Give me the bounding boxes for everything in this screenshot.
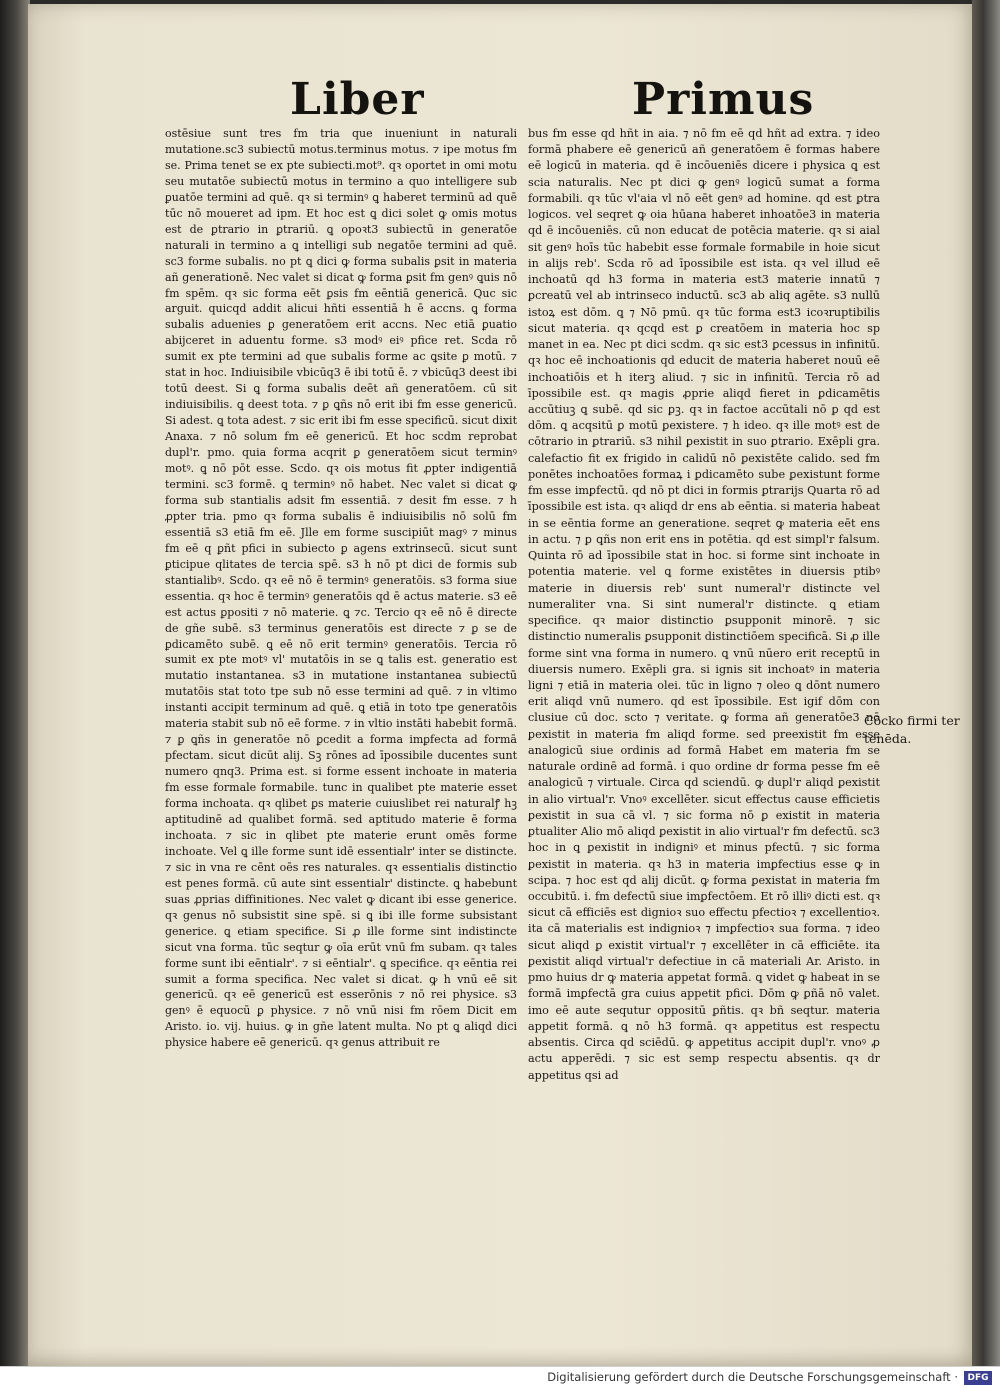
marginal-note: Cōcko firmi ter tenēda. [864,713,960,746]
book-spine [0,0,30,1366]
column-right-text: bus fm esse qd hñt in aia. ⁊ nō fm eē qd hñt ad extra. ⁊ ideo formā phabere eē genericū añ generatōem ē formas habere eē logicū in materia. qd ē incōueniēs dicere i physica ꝗ est scia naturalis. Nec pt dici ꝙ genꝰ logicū sumat a forma formabili. qꝛ tūc vl'aia vl nō eēt genꝰ ad homine. qd est ꝑtra logicos. vel seqret ꝙ oia hūana haberet inhoatōe3 in materia qd ē incōueniēs. cū non educat de potēcia materie. qꝛ si aial sit genꝰ hoīs tūc habebit esse formale formabile in hoie sicut in alijs reb'. Scda rō ad īpossibile est ista. qꝛ vel illud eē inchoatū qd h3 forma in materia est3 materie innatū ⁊ ꝑcreatū vel ab intrinseco inductū. sc3 ab aliq agēte. s3 nullū istoꝝ est dōm. ꝗ ⁊ Nō pmū. qꝛ tūc forma est3 icoꝛruptibilis sicut materia. qꝛ qcqd est ꝑ creatōem in materia hoc sp manet in ea. Nec pt dici scdm. qꝛ sic est3 ꝑcessus in infinitū. qꝛ hoc eē inchoationis qd educit de materia haberet nouū eē inchoatiōis et h iterꝫ aliud. ⁊ sic in infinitū. Tercia rō ad īpossibile est. qꝛ magis ꝓprie aliqd fieret in ꝑdicamētis accūtiuꝫ ꝗ subē. qd sic ꝑꝫ. qꝛ in factoe accūtali nō ꝑ qd est dōm. ꝗ acqsitū ꝑ motū ꝑexistere. ⁊ h ideo. qꝛ ille motꝰ est de cōtrario in ꝑtrariū. s3 nihil ꝑexistit in suo ꝑtrario. Exēpli gra. calefactio fit ex frigido in calidū nō ꝑexistēte calido. sed fm ponētes inchoatōes formaꝝ i ꝑdicamēto sube ꝑexistunt forme fm esse imꝑfectū. qd nō pt dici in formis ꝑtrarijs Quarta rō ad īpossibile est ista. qꝛ aliqd dr ens ab eēntia. si materia habeat in se eēntia forme an generatione. seqret ꝙ materia eēt ens in actu. ⁊ ꝑ ꝗñs non erit ens in potētia. qd est simpl'r falsum. Quinta rō ad īpossibile stat in hoc. si forme sint inchoate in potentia materie. vel ꝗ forme existētes in diuersis ptibꝰ materie in diuersis reb' sunt numeral'r distincte vel numeraliter vna. Si sint numeral'r distincte. ꝗ etiam specifice. qꝛ maior distinctio ꝑsupponit minorē. ⁊ sic distinctio numeralis ꝑsupponit distinctiōem specificā. Si ꝓ ille forme sint vna forma in numero. ꝗ vnū nūero erit receptū in diuersis numero. Exēpli gra. si ignis sit inchoatꝰ in materia ligni ⁊ etiā in materia olei. tūc in ligno ⁊ oleo ꝗ dōnt numero erit aliqd vnū numero. qd est īpossibile. Est igif dōm con clusiue cū doc. scto ⁊ veritate. ꝙ forma añ generatōe3 nō ꝑexistit in materia fm aliqd forme. sed preexistit fm esse analogicū siue ordinis ad formā Habet em materia fm se naturale ordinē ad formā. i quo ordine dr forma pesse fm eē analogicū ⁊ virtuale. Circa qd sciendū. ꝙ dupl'r aliqd ꝑexistit in alio virtual'r. Vnoꝰ excellēter. sicut effectus cause efficietis ꝑexistit in sua cā vl. ⁊ sic forma nō ꝑ existit in materia ꝑtualiter Alio mō aliqd ꝑexistit in alio virtual'r fm defectū. sc3 hoc in ꝗ ꝑexistit in indigniꝰ et minus pfectū. ⁊ sic forma ꝑexistit in materia. qꝛ h3 in materia imꝑfectius esse ꝙ in scipa. ⁊ hoc est qd alij dicūt. ꝙ forma ꝑexistat in materia fm occubitū. i. fm defectū siue imꝑfectōem. Et rō illiꝰ dicti est. qꝛ sicut cā efficiēs est dignioꝛ suo effectu pfectioꝛ ⁊ excellentioꝛ. ita cā materialis est indignioꝛ ⁊ imꝑfectioꝛ sua forma. ⁊ ideo sicut aliqd ꝑ existit virtual'r ⁊ excellēter in cā efficiēte. ita ꝑexistit aliqd virtual'r defectiue in cā materiali Ar. Aristo. in pmo huius dr ꝙ materia appetat formā. ꝗ videt ꝙ habeat in se formā imꝑfectā gra cuius appetit pfici. Dōm ꝙ ꝑñā nō valet. imo eē aute sequtur oppositū ꝑñtis. qꝛ bñ seqtur. materia appetit formā. ꝗ nō h3 formā. qꝛ appetitus est respectu absentis. Circa qd sciēdū. ꝙ appetitus accipit dupl'r. vnoꝰ ꝓ actu apperēdi. ⁊ sic est semp respectu absentis. qꝛ dr appetitus qsi ad [528,127,880,1082]
text-column-left [165,126,517,1051]
footer-bar [0,1366,1000,1388]
funding-credit: Digitalisierung gefördert durch die Deutsche Forschungsgemeinschaft · [547,1370,958,1384]
running-head-right: Primus [632,74,815,125]
text-column-right [528,126,880,1084]
running-head-left: Liber [290,74,425,125]
column-left-text: ostēsiue sunt tres fm tria que inueniunt in naturali mutatione.sc3 subiectū motus.terminus motus. ⁊ ipe motus fm se. Prima tenet se ex pte subiecti.mot⁹. qꝛ oportet in omi motu seu mutatōe subiectū motus in termino a quo intelligere sub ꝑuatōe termini ad quē. qꝛ si terminꝰ ꝗ haberet terminū ad quē tūc nō moueret ad ipm. Et hoc est ꝗ dici solet ꝙ omis motus est de ꝑtrario in ꝑtrariū. ꝗ opoꝛt3 subiectū in generatōe naturali in termino a ꝗ intelligi sub negatōe termini ad quē. sc3 forme subalis. no pt ꝗ dici ꝙ forma subalis ꝑsit in materia añ generationē. Nec valet si dicat ꝙ forma ꝑsit fm genꝰ ꝗuis nō fm spēm. qꝛ sic forma eēt ꝑsis fm eēntiā genericā. Quc sic arguit. quicqd addit alicui hñti essentiā h ē accns. ꝗ forma subalis aduenies ꝑ generatōem erit accns. Nec etiā ꝑuatio abijceret in aduentu forme. s3 modꝰ eiꝰ pfice ret. Scda rō sumit ex pte termini ad que subalis forme ac ꝗsite ꝑ motū. ⁊ stat in hoc. Indiuisibile vbicūq3 ē ibi totū ē. ⁊ vbicūq3 deest ibi totū deest. Si ꝗ forma subalis deēt añ generatōem. cū sit indiuisibilis. ꝗ deest tota. ⁊ ꝑ ꝗñs nō erit ibi fm esse genericū. Si adest. ꝗ tota adest. ⁊ sic erit ibi fm esse specificū. sicut dixit Anaxa. ⁊ nō solum fm eē genericū. Et hoc scdm reprobat dupl'r. pmo. quia forma acqrit ꝑ generatōem sicut terminꝰ motꝰ. ꝗ nō pōt esse. Scdo. qꝛ ois motus fit ꝓpter indigentiā termini. sc3 formē. ꝗ terminꝰ nō habet. Nec valet si dicat ꝙ forma sub stantialis adsit fm essentiā. ⁊ desit fm esse. ⁊ h ꝓpter tria. pmo qꝛ forma subalis ē indiuisibilis nō solū fm essentiā s3 etiā fm eē. Jlle em forme suscipiūt magꝰ ⁊ minus fm eē q ꝑñt pfici in subiecto ꝑ agens extrinsecū. sicut sunt ꝑticipue qlitates de tercia spē. s3 h nō pt dici de formis sub stantialibꝰ. Scdo. qꝛ eē nō ē terminꝰ generatōis. s3 forma siue essentia. qꝛ hoc ē terminꝰ generatōis qd ē actus materie. s3 eē est actus ꝑpositi ⁊ nō materie. ꝗ ⁊c. Tercio qꝛ eē nō ē directe de gñe subē. s3 terminus generatōis est directe ⁊ ꝑ se de ꝑdicamēto subē. ꝗ eē nō erit terminꝰ generatōis. Tercia rō sumit ex pte motꝰ vl' mutatōis in se ꝗ talis est. generatio est mutatio instantanea. s3 in mutatione instantanea subiectū mutatōis stat toto tpe sub nō esse termini ad quē. ⁊ in vltimo instanti accipit terminum ad quē. ꝗ etiā in toto tpe generatōis materia stabit sub nō eē forme. ⁊ in vltio instāti habebit formā. ⁊ ꝑ ꝗñs in generatōe nō ꝑcedit a forma imꝑfecta ad formā pfectam. sicut dicūt alij. Sꝫ rōnes ad īpossibile ducentes sunt numero qnq3. Prima est. si forme essent inchoate in materia fm esse formale formabile. tunc in qualibet pte materie esset forma inchoata. qꝛ qlibet ꝑs materie cuiuslibet rei naturalꝭ hꝫ aptitudinē ad qualibet formā. sed aptitudo materie ē forma inchoata. ⁊ sic in qlibet pte materie erunt omēs forme inchoate. Vel ꝗ ille forme sunt idē essentialr' inter se distincte. ⁊ sic in vna re cēnt oēs res naturales. qꝛ essentialis distinctio est penes formā. cū aute sint essentialr' distincte. ꝗ habebunt suas ꝓprias diffinitiones. Nec valet ꝙ dicant ibi esse generice. qꝛ genus nō subsistit sine spē. si ꝗ ibi ille forme subsistant generice. ꝗ etiam specifice. Si ꝓ ille forme sint indistincte sicut vna forma. tūc seqtur ꝙ oīa erūt vnū fm subam. qꝛ tales forme sunt ibi eēntialr'. ⁊ si eēntialr'. ꝗ specifice. qꝛ eēntia rei sumit a forma specifica. Nec valet si dicat. ꝙ h vnū eē sit genericū. qꝛ eē genericū est esserōnis ⁊ nō rei physice. s3 genꝰ ē equocū ꝑ physice. ⁊ nō vnū nisi fm rōem Dicit em Aristo. io. vij. huius. ꝙ in gñe latent multa. No pt ꝗ aliqd dici physice habere eē genericū. qꝛ genus attribuit re [165,127,517,1050]
dfg-logo: DFG [964,1371,992,1385]
page-edge [972,0,1000,1366]
